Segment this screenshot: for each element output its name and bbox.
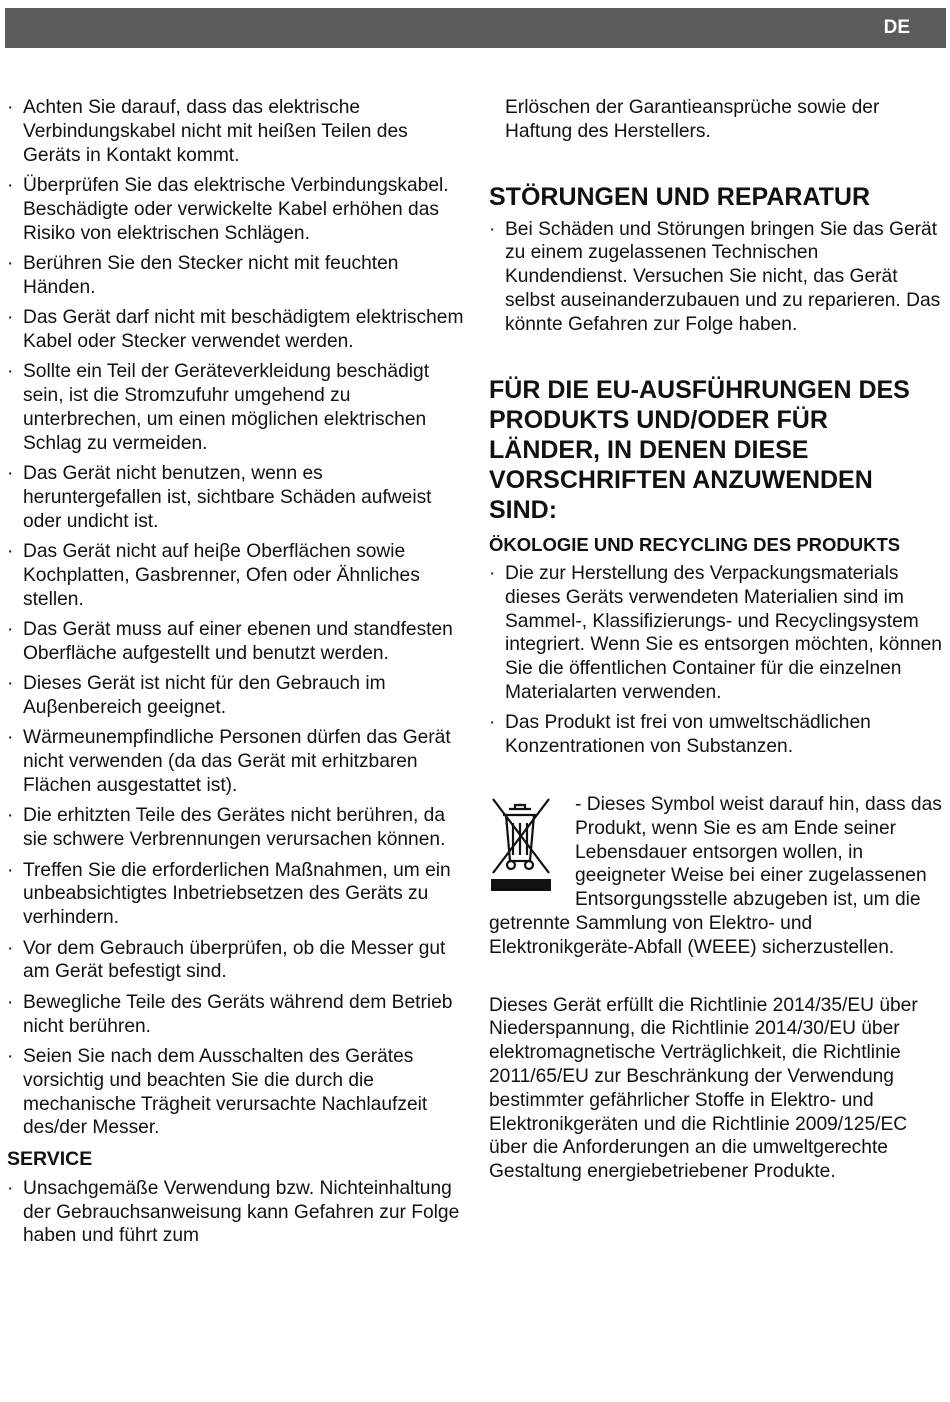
list-item: · Sollte ein Teil der Geräteverkleidung beschädigt sein, ist die Stromzufuhr umgehend zu unterbrechen, um einen möglichen elektrischen Schlag zu vermeiden. bbox=[7, 360, 465, 455]
service-list bbox=[7, 1177, 465, 1248]
eu-heading: FÜR DIE EU-AUSFÜHRUNGEN DES PRODUKTS UND/ODER FÜR LÄNDER, IN DENEN DIESE VORSCHRIFTEN ANZUWENDEN SIND: bbox=[489, 375, 910, 524]
safety-list bbox=[7, 96, 465, 1140]
weee-section bbox=[489, 793, 945, 960]
weee-text: - Dieses Symbol weist darauf hin, dass das Produkt, wenn Sie es am Ende seiner Lebensdauer entsorgen wollen, in geeigneter Weise bei einer zugelassenen Entsorgungsstelle abzugeben ist, um die getrennte Sammlung von Elektro- und Elektronikgeräte-Abfall (WEEE) sicherzustellen. bbox=[489, 794, 942, 958]
list-item: · Vor dem Gebrauch überprüfen, ob die Messer gut am Gerät befestigt sind. bbox=[7, 937, 465, 985]
crossed-out-bin-icon bbox=[489, 795, 553, 895]
continued-text: Erlöschen der Garantieansprüche sowie der Haftung des Herstellers. bbox=[505, 97, 880, 142]
list-item: · Überprüfen Sie das elektrische Verbindungskabel. Beschädigte oder verwickelte Kabel erhöhen das Risiko von elektrischen Schlägen. bbox=[7, 174, 465, 245]
list-item: · Das Gerät darf nicht mit beschädigtem elektrischem Kabel oder Stecker verwendet werden. bbox=[7, 306, 465, 354]
repair-heading: STÖRUNGEN UND REPARATUR bbox=[489, 182, 871, 211]
list-item: · Dieses Gerät ist nicht für den Gebrauch im Auβenbereich geeignet. bbox=[7, 672, 465, 720]
list-item: · Bewegliche Teile des Geräts während dem Betrieb nicht berühren. bbox=[7, 991, 465, 1039]
header-bar bbox=[5, 8, 946, 48]
list-item: · Seien Sie nach dem Ausschalten des Gerätes vorsichtig und beachten Sie die durch die mechanische Trägheit verursachte Nachlaufzeit des/der Messer. bbox=[7, 1045, 465, 1140]
right-column bbox=[489, 96, 945, 1184]
list-item: · Das Produkt ist frei von umweltschädlichen Konzentrationen von Substanzen. bbox=[489, 711, 945, 759]
list-item: · Treffen Sie die erforderlichen Maßnahmen, um ein unbeabsichtigtes Inbetriebsetzen des Geräts zu verhindern. bbox=[7, 859, 465, 930]
service-heading: SERVICE bbox=[7, 1147, 93, 1170]
list-item: · Wärmeunempfindliche Personen dürfen das Gerät nicht verwenden (da das Gerät mit erhitzbaren Flächen ausgestattet ist). bbox=[7, 726, 465, 797]
list-item: · Berühren Sie den Stecker nicht mit feuchten Händen. bbox=[7, 252, 465, 300]
list-item: · Das Gerät nicht auf heiβe Oberflächen sowie Kochplatten, Gasbrenner, Ofen oder Ähnliches stellen. bbox=[7, 540, 465, 611]
list-item: · Das Gerät muss auf einer ebenen und standfesten Oberfläche aufgestellt und benutzt werden. bbox=[7, 618, 465, 666]
list-item: · Die erhitzten Teile des Gerätes nicht berühren, da sie schwere Verbrennungen verursachen können. bbox=[7, 804, 465, 852]
left-column bbox=[7, 96, 465, 1255]
list-item: · Achten Sie darauf, dass das elektrische Verbindungskabel nicht mit heißen Teilen des Geräts in Kontakt kommt. bbox=[7, 96, 465, 167]
list-item: · Das Gerät nicht benutzen, wenn es heruntergefallen ist, sichtbare Schäden aufweist oder undicht ist. bbox=[7, 462, 465, 533]
list-item: · Bei Schäden und Störungen bringen Sie das Gerät zu einem zugelassenen Technischen Kundendienst. Versuchen Sie nicht, das Gerät selbst auseinanderzubauen und zu reparieren. Das könnte Gefahren zur Folge haben. bbox=[489, 218, 945, 337]
eco-list bbox=[489, 562, 945, 759]
directive-text: Dieses Gerät erfüllt die Richtlinie 2014/35/EU über Niederspannung, die Richtlinie 2014/30/EU über elektromagnetische Verträglichkeit, die Richtlinie 2011/65/EU zur Beschränkung der Verwendung bestimmter gefährlicher Stoffe in Elektro- und Elektronikgeräten und die Richtlinie 2009/125/EC über die Anforderungen an die umweltgerechte Gestaltung energiebetriebener Produkte. bbox=[489, 994, 918, 1183]
language-label: DE bbox=[883, 17, 910, 38]
eco-heading: ÖKOLOGIE UND RECYCLING DES PRODUKTS bbox=[489, 533, 901, 555]
repair-list bbox=[489, 218, 945, 337]
list-item: · Die zur Herstellung des Verpackungsmaterials dieses Geräts verwendeten Materialien sind im Sammel-, Klassifizierungs- und Recyclingsystem integriert. Wenn Sie es entsorgen möchten, können Sie die öffentlichen Container für die einzelnen Materialarten verwenden. bbox=[489, 562, 945, 705]
list-item: · Unsachgemäße Verwendung bzw. Nichteinhaltung der Gebrauchsanweisung kann Gefahren zur Folge haben und führt zum bbox=[7, 1177, 465, 1248]
